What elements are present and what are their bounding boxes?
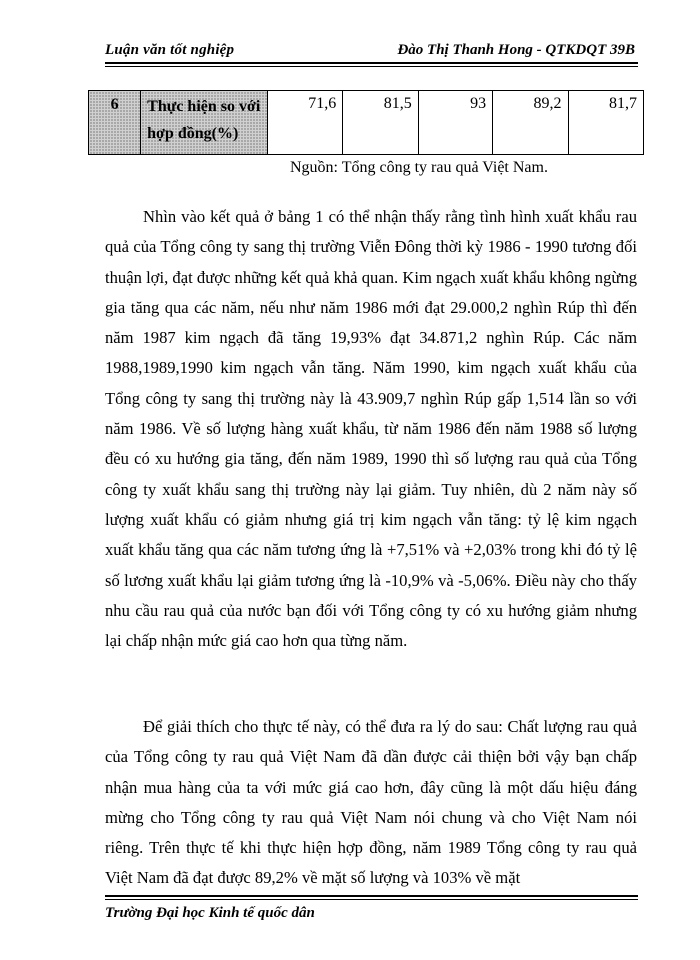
header-thesis-title: Luận văn tốt nghiệp xyxy=(105,42,235,58)
value-cell: 89,2 xyxy=(493,91,568,155)
footer-rule xyxy=(105,895,638,897)
page-footer: Trường Đại học Kinh tế quốc dân xyxy=(105,905,315,921)
value-cell: 81,5 xyxy=(343,91,418,155)
header-rule xyxy=(105,62,638,64)
header-rule-thin xyxy=(105,66,638,67)
table-row xyxy=(89,91,644,155)
paragraph-text: Nhìn vào kết quả ở bảng 1 có thể nhận thấy rằng tình hình xuất khẩu rau quả của Tổng công ty sang thị trường Viễn Đông thời kỳ 1986 - 1990 tương đối thuận lợi, đạt được những kết quả khả quan. Kim ngạch xuất khẩu không ngừng gia tăng qua các năm, nếu như năm 1986 mới đạt 29.000,2 nghìn Rúp thì đến năm 1987 kim ngạch đã tăng 19,93% đạt 34.871,2 nghìn Rúp. Các năm 1988,1989,1990 kim ngạch vẫn tăng. Năm 1990, kim ngạch xuất khẩu của Tổng công ty sang thị trường này là 43.909,7 nghìn Rúp gấp 1,514 lần so với năm 1986. Về số lượng hàng xuất khẩu, từ năm 1986 đến năm 1988 số lượng đều có xu hướng gia tăng, đến năm 1989, 1990 thì số lượng rau quả của Tổng công ty xuất khẩu sang thị trường này lại giảm. Tuy nhiên, dù 2 năm này số lượng xuất khẩu có giảm nhưng giá trị kim ngạch vẫn tăng: tỷ lệ kim ngạch xuất khẩu tăng qua các năm tương ứng là +7,51% và +2,03% trong khi đó tỷ lệ số lương xuất khẩu lại giảm tương ứng là -10,9% và -5,06%. Điều này cho thấy nhu cầu rau quả của nước bạn đối với Tổng công ty có xu hướng giảm nhưng lại chấp nhận mức giá cao hơn qua từng năm. xyxy=(105,207,637,651)
row-label-cell: Thực hiện so với hợp đồng(%) xyxy=(141,91,268,155)
data-table xyxy=(88,90,644,155)
footer-rule-thin xyxy=(105,899,638,900)
value-cell: 71,6 xyxy=(267,91,342,155)
header-author: Đào Thị Thanh Hong - QTKDQT 39B xyxy=(397,42,635,58)
paragraph-text: Để giải thích cho thực tế này, có thể đưa ra lý do sau: Chất lượng rau quả của Tổng công ty rau quả Việt Nam đã dần được cải thiện bởi vậy bạn chấp nhận mua hàng của ta với mức giá cao hơn, đây cũng là một dấu hiệu đáng mừng cho Tổng công ty rau quả Việt Nam nói chung và cho Việt Nam nói riêng. Trên thực tế khi thực hiện hợp đồng, năm 1989 Tổng công ty rau quả Việt Nam đã đạt được 89,2% về mặt số lượng và 103% về mặt xyxy=(105,717,637,888)
table-source-note: Nguồn: Tổng công ty rau quả Việt Nam. xyxy=(290,159,548,176)
body-paragraph-1 xyxy=(105,202,637,656)
row-index-cell: 6 xyxy=(89,91,141,155)
body-paragraph-2 xyxy=(105,712,637,894)
page-header xyxy=(105,38,635,62)
value-cell: 93 xyxy=(418,91,492,155)
value-cell: 81,7 xyxy=(568,91,643,155)
